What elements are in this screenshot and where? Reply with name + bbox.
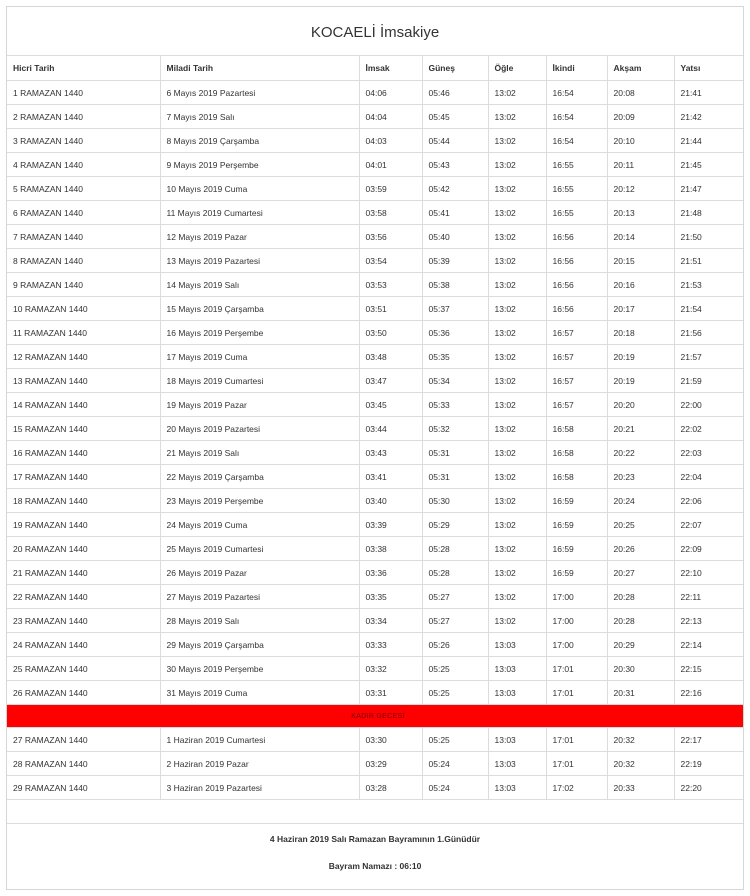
- cell-aksam: 20:27: [607, 561, 674, 585]
- cell-yatsi: 21:47: [674, 177, 743, 201]
- cell-gunes: 05:37: [422, 297, 488, 321]
- table-row: [7, 633, 743, 657]
- cell-gunes: 05:26: [422, 633, 488, 657]
- cell-ogle: 13:02: [488, 417, 546, 441]
- cell-miladi: 3 Haziran 2019 Pazartesi: [160, 776, 359, 800]
- cell-yatsi: 22:19: [674, 752, 743, 776]
- cell-miladi: 30 Mayıs 2019 Perşembe: [160, 657, 359, 681]
- cell-hicri: 20 RAMAZAN 1440: [7, 537, 160, 561]
- cell-gunes: 05:36: [422, 321, 488, 345]
- cell-hicri: 14 RAMAZAN 1440: [7, 393, 160, 417]
- imsakiye-table: [7, 56, 743, 800]
- cell-miladi: 15 Mayıs 2019 Çarşamba: [160, 297, 359, 321]
- table-row: [7, 752, 743, 776]
- cell-ikindi: 16:56: [546, 273, 607, 297]
- cell-gunes: 05:28: [422, 561, 488, 585]
- cell-imsak: 03:32: [359, 657, 422, 681]
- cell-ikindi: 17:01: [546, 752, 607, 776]
- cell-miladi: 9 Mayıs 2019 Perşembe: [160, 153, 359, 177]
- table-row: [7, 585, 743, 609]
- cell-gunes: 05:42: [422, 177, 488, 201]
- column-header-ikindi: İkindi: [546, 56, 607, 81]
- cell-miladi: 31 Mayıs 2019 Cuma: [160, 681, 359, 705]
- cell-ogle: 13:02: [488, 177, 546, 201]
- table-row: [7, 513, 743, 537]
- cell-hicri: 26 RAMAZAN 1440: [7, 681, 160, 705]
- cell-gunes: 05:39: [422, 249, 488, 273]
- cell-ikindi: 16:57: [546, 345, 607, 369]
- cell-imsak: 03:36: [359, 561, 422, 585]
- cell-ikindi: 16:57: [546, 321, 607, 345]
- cell-hicri: 1 RAMAZAN 1440: [7, 81, 160, 105]
- cell-imsak: 03:31: [359, 681, 422, 705]
- cell-aksam: 20:16: [607, 273, 674, 297]
- column-header-aksam: Akşam: [607, 56, 674, 81]
- cell-yatsi: 21:48: [674, 201, 743, 225]
- cell-aksam: 20:17: [607, 297, 674, 321]
- cell-yatsi: 21:45: [674, 153, 743, 177]
- cell-hicri: 18 RAMAZAN 1440: [7, 489, 160, 513]
- cell-hicri: 6 RAMAZAN 1440: [7, 201, 160, 225]
- cell-ikindi: 17:00: [546, 585, 607, 609]
- cell-hicri: 15 RAMAZAN 1440: [7, 417, 160, 441]
- cell-gunes: 05:25: [422, 681, 488, 705]
- cell-yatsi: 21:54: [674, 297, 743, 321]
- cell-yatsi: 21:41: [674, 81, 743, 105]
- cell-yatsi: 21:51: [674, 249, 743, 273]
- cell-hicri: 17 RAMAZAN 1440: [7, 465, 160, 489]
- page-title: KOCAELİ İmsakiye: [7, 7, 743, 56]
- cell-aksam: 20:09: [607, 105, 674, 129]
- cell-imsak: 03:33: [359, 633, 422, 657]
- cell-gunes: 05:46: [422, 81, 488, 105]
- cell-hicri: 9 RAMAZAN 1440: [7, 273, 160, 297]
- cell-miladi: 25 Mayıs 2019 Cumartesi: [160, 537, 359, 561]
- cell-miladi: 17 Mayıs 2019 Cuma: [160, 345, 359, 369]
- cell-imsak: 03:48: [359, 345, 422, 369]
- table-row: [7, 657, 743, 681]
- cell-gunes: 05:38: [422, 273, 488, 297]
- cell-miladi: 20 Mayıs 2019 Pazartesi: [160, 417, 359, 441]
- cell-imsak: 03:41: [359, 465, 422, 489]
- cell-ikindi: 17:01: [546, 728, 607, 752]
- table-row: [7, 249, 743, 273]
- cell-aksam: 20:21: [607, 417, 674, 441]
- cell-aksam: 20:10: [607, 129, 674, 153]
- table-row: [7, 129, 743, 153]
- cell-miladi: 2 Haziran 2019 Pazar: [160, 752, 359, 776]
- cell-imsak: 03:28: [359, 776, 422, 800]
- cell-hicri: 8 RAMAZAN 1440: [7, 249, 160, 273]
- cell-yatsi: 22:15: [674, 657, 743, 681]
- cell-ikindi: 16:57: [546, 369, 607, 393]
- cell-yatsi: 21:42: [674, 105, 743, 129]
- column-header-gunes: Güneş: [422, 56, 488, 81]
- cell-yatsi: 22:11: [674, 585, 743, 609]
- cell-aksam: 20:15: [607, 249, 674, 273]
- cell-ogle: 13:02: [488, 561, 546, 585]
- cell-imsak: 03:54: [359, 249, 422, 273]
- cell-aksam: 20:32: [607, 728, 674, 752]
- cell-ogle: 13:02: [488, 393, 546, 417]
- cell-yatsi: 21:59: [674, 369, 743, 393]
- cell-yatsi: 22:14: [674, 633, 743, 657]
- table-row: [7, 321, 743, 345]
- cell-aksam: 20:25: [607, 513, 674, 537]
- cell-miladi: 10 Mayıs 2019 Cuma: [160, 177, 359, 201]
- cell-hicri: 16 RAMAZAN 1440: [7, 441, 160, 465]
- cell-imsak: 03:53: [359, 273, 422, 297]
- cell-ikindi: 16:58: [546, 417, 607, 441]
- table-row: [7, 297, 743, 321]
- cell-aksam: 20:08: [607, 81, 674, 105]
- cell-ikindi: 16:54: [546, 129, 607, 153]
- cell-yatsi: 22:07: [674, 513, 743, 537]
- cell-yatsi: 22:06: [674, 489, 743, 513]
- cell-hicri: 27 RAMAZAN 1440: [7, 728, 160, 752]
- cell-imsak: 03:56: [359, 225, 422, 249]
- cell-miladi: 11 Mayıs 2019 Cumartesi: [160, 201, 359, 225]
- cell-ikindi: 16:59: [546, 561, 607, 585]
- cell-ikindi: 16:58: [546, 441, 607, 465]
- cell-gunes: 05:34: [422, 369, 488, 393]
- cell-hicri: 7 RAMAZAN 1440: [7, 225, 160, 249]
- cell-gunes: 05:27: [422, 609, 488, 633]
- table-row: [7, 225, 743, 249]
- bayram-date-text: 4 Haziran 2019 Salı Ramazan Bayramının 1.Günüdür: [269, 834, 481, 844]
- cell-ikindi: 16:58: [546, 465, 607, 489]
- cell-ikindi: 16:59: [546, 537, 607, 561]
- cell-ikindi: 16:54: [546, 81, 607, 105]
- cell-aksam: 20:19: [607, 369, 674, 393]
- kadir-gecesi-row: [7, 705, 743, 728]
- cell-gunes: 05:30: [422, 489, 488, 513]
- cell-yatsi: 22:13: [674, 609, 743, 633]
- cell-hicri: 2 RAMAZAN 1440: [7, 105, 160, 129]
- column-header-yatsi: Yatsı: [674, 56, 743, 81]
- cell-hicri: 10 RAMAZAN 1440: [7, 297, 160, 321]
- cell-ikindi: 16:59: [546, 513, 607, 537]
- cell-ogle: 13:02: [488, 105, 546, 129]
- table-row: [7, 105, 743, 129]
- table-row: [7, 441, 743, 465]
- table-row: [7, 273, 743, 297]
- cell-hicri: 4 RAMAZAN 1440: [7, 153, 160, 177]
- imsakiye-panel: [6, 6, 744, 890]
- cell-hicri: 29 RAMAZAN 1440: [7, 776, 160, 800]
- cell-miladi: 26 Mayıs 2019 Pazar: [160, 561, 359, 585]
- cell-ogle: 13:02: [488, 321, 546, 345]
- cell-ikindi: 17:01: [546, 657, 607, 681]
- cell-imsak: 03:39: [359, 513, 422, 537]
- cell-aksam: 20:20: [607, 393, 674, 417]
- cell-yatsi: 21:56: [674, 321, 743, 345]
- cell-aksam: 20:22: [607, 441, 674, 465]
- cell-imsak: 03:35: [359, 585, 422, 609]
- cell-ikindi: 16:59: [546, 489, 607, 513]
- cell-yatsi: 22:09: [674, 537, 743, 561]
- cell-miladi: 24 Mayıs 2019 Cuma: [160, 513, 359, 537]
- cell-ogle: 13:02: [488, 489, 546, 513]
- column-header-imsak: İmsak: [359, 56, 422, 81]
- cell-miladi: 7 Mayıs 2019 Salı: [160, 105, 359, 129]
- cell-miladi: 13 Mayıs 2019 Pazartesi: [160, 249, 359, 273]
- table-row: [7, 537, 743, 561]
- cell-gunes: 05:35: [422, 345, 488, 369]
- kadir-gecesi-label: KADIR GECESİ: [7, 705, 743, 728]
- cell-imsak: 04:03: [359, 129, 422, 153]
- cell-aksam: 20:18: [607, 321, 674, 345]
- cell-ogle: 13:02: [488, 441, 546, 465]
- table-row: [7, 81, 743, 105]
- cell-hicri: 23 RAMAZAN 1440: [7, 609, 160, 633]
- cell-imsak: 03:58: [359, 201, 422, 225]
- cell-imsak: 04:04: [359, 105, 422, 129]
- cell-aksam: 20:30: [607, 657, 674, 681]
- table-row: [7, 417, 743, 441]
- cell-ogle: 13:03: [488, 681, 546, 705]
- cell-gunes: 05:40: [422, 225, 488, 249]
- cell-aksam: 20:26: [607, 537, 674, 561]
- cell-ikindi: 16:55: [546, 153, 607, 177]
- cell-gunes: 05:44: [422, 129, 488, 153]
- cell-ogle: 13:02: [488, 81, 546, 105]
- cell-gunes: 05:24: [422, 752, 488, 776]
- cell-imsak: 03:44: [359, 417, 422, 441]
- cell-hicri: 5 RAMAZAN 1440: [7, 177, 160, 201]
- table-row: [7, 561, 743, 585]
- cell-yatsi: 22:17: [674, 728, 743, 752]
- cell-yatsi: 22:03: [674, 441, 743, 465]
- cell-ogle: 13:02: [488, 153, 546, 177]
- table-header-row: [7, 56, 743, 81]
- cell-ikindi: 17:00: [546, 609, 607, 633]
- cell-hicri: 24 RAMAZAN 1440: [7, 633, 160, 657]
- cell-imsak: 03:40: [359, 489, 422, 513]
- cell-hicri: 3 RAMAZAN 1440: [7, 129, 160, 153]
- cell-ikindi: 16:54: [546, 105, 607, 129]
- cell-imsak: 03:30: [359, 728, 422, 752]
- cell-ogle: 13:02: [488, 201, 546, 225]
- cell-imsak: 03:43: [359, 441, 422, 465]
- cell-aksam: 20:19: [607, 345, 674, 369]
- cell-imsak: 03:38: [359, 537, 422, 561]
- cell-hicri: 13 RAMAZAN 1440: [7, 369, 160, 393]
- cell-miladi: 16 Mayıs 2019 Perşembe: [160, 321, 359, 345]
- cell-ikindi: 17:01: [546, 681, 607, 705]
- cell-miladi: 29 Mayıs 2019 Çarşamba: [160, 633, 359, 657]
- cell-gunes: 05:33: [422, 393, 488, 417]
- cell-aksam: 20:32: [607, 752, 674, 776]
- cell-yatsi: 22:04: [674, 465, 743, 489]
- table-row: [7, 465, 743, 489]
- cell-aksam: 20:28: [607, 585, 674, 609]
- cell-miladi: 22 Mayıs 2019 Çarşamba: [160, 465, 359, 489]
- table-row: [7, 177, 743, 201]
- cell-hicri: 25 RAMAZAN 1440: [7, 657, 160, 681]
- cell-ogle: 13:02: [488, 609, 546, 633]
- table-row: [7, 153, 743, 177]
- cell-aksam: 20:29: [607, 633, 674, 657]
- cell-ogle: 13:03: [488, 752, 546, 776]
- cell-imsak: 03:34: [359, 609, 422, 633]
- column-header-ogle: Öğle: [488, 56, 546, 81]
- cell-ogle: 13:02: [488, 513, 546, 537]
- cell-miladi: 28 Mayıs 2019 Salı: [160, 609, 359, 633]
- cell-ikindi: 16:55: [546, 177, 607, 201]
- table-row: [7, 489, 743, 513]
- cell-hicri: 28 RAMAZAN 1440: [7, 752, 160, 776]
- cell-imsak: 04:06: [359, 81, 422, 105]
- cell-gunes: 05:24: [422, 776, 488, 800]
- cell-aksam: 20:12: [607, 177, 674, 201]
- table-row: [7, 201, 743, 225]
- cell-imsak: 03:59: [359, 177, 422, 201]
- cell-yatsi: 22:02: [674, 417, 743, 441]
- cell-ogle: 13:03: [488, 633, 546, 657]
- table-row: [7, 345, 743, 369]
- table-row: [7, 369, 743, 393]
- cell-yatsi: 21:53: [674, 273, 743, 297]
- cell-ikindi: 16:56: [546, 249, 607, 273]
- cell-imsak: 03:45: [359, 393, 422, 417]
- cell-ogle: 13:02: [488, 369, 546, 393]
- cell-gunes: 05:27: [422, 585, 488, 609]
- column-header-hicri: Hicri Tarih: [7, 56, 160, 81]
- cell-ogle: 13:02: [488, 273, 546, 297]
- cell-gunes: 05:32: [422, 417, 488, 441]
- cell-miladi: 6 Mayıs 2019 Pazartesi: [160, 81, 359, 105]
- cell-imsak: 03:51: [359, 297, 422, 321]
- cell-gunes: 05:41: [422, 201, 488, 225]
- cell-imsak: 03:47: [359, 369, 422, 393]
- cell-yatsi: 21:57: [674, 345, 743, 369]
- cell-hicri: 19 RAMAZAN 1440: [7, 513, 160, 537]
- cell-aksam: 20:11: [607, 153, 674, 177]
- cell-ogle: 13:03: [488, 728, 546, 752]
- cell-ikindi: 16:57: [546, 393, 607, 417]
- cell-gunes: 05:25: [422, 657, 488, 681]
- cell-ogle: 13:03: [488, 776, 546, 800]
- table-row: [7, 728, 743, 752]
- cell-ogle: 13:02: [488, 129, 546, 153]
- cell-aksam: 20:33: [607, 776, 674, 800]
- cell-aksam: 20:14: [607, 225, 674, 249]
- cell-hicri: 21 RAMAZAN 1440: [7, 561, 160, 585]
- cell-aksam: 20:28: [607, 609, 674, 633]
- cell-miladi: 8 Mayıs 2019 Çarşamba: [160, 129, 359, 153]
- cell-ogle: 13:02: [488, 345, 546, 369]
- cell-yatsi: 22:10: [674, 561, 743, 585]
- cell-imsak: 03:50: [359, 321, 422, 345]
- table-row: [7, 776, 743, 800]
- cell-miladi: 21 Mayıs 2019 Salı: [160, 441, 359, 465]
- cell-hicri: 11 RAMAZAN 1440: [7, 321, 160, 345]
- bayram-info: [7, 823, 743, 890]
- cell-ogle: 13:02: [488, 465, 546, 489]
- cell-ogle: 13:02: [488, 585, 546, 609]
- cell-ikindi: 17:02: [546, 776, 607, 800]
- table-row: [7, 681, 743, 705]
- cell-ogle: 13:02: [488, 249, 546, 273]
- cell-hicri: 22 RAMAZAN 1440: [7, 585, 160, 609]
- cell-ikindi: 16:56: [546, 225, 607, 249]
- cell-gunes: 05:31: [422, 465, 488, 489]
- cell-hicri: 12 RAMAZAN 1440: [7, 345, 160, 369]
- cell-ogle: 13:02: [488, 225, 546, 249]
- table-row: [7, 393, 743, 417]
- cell-yatsi: 22:16: [674, 681, 743, 705]
- cell-aksam: 20:23: [607, 465, 674, 489]
- cell-yatsi: 21:44: [674, 129, 743, 153]
- cell-aksam: 20:13: [607, 201, 674, 225]
- bayram-namazi-text: Bayram Namazı : 06:10: [328, 861, 422, 871]
- cell-gunes: 05:29: [422, 513, 488, 537]
- cell-miladi: 23 Mayıs 2019 Perşembe: [160, 489, 359, 513]
- cell-gunes: 05:45: [422, 105, 488, 129]
- cell-miladi: 14 Mayıs 2019 Salı: [160, 273, 359, 297]
- cell-miladi: 1 Haziran 2019 Cumartesi: [160, 728, 359, 752]
- cell-aksam: 20:24: [607, 489, 674, 513]
- cell-gunes: 05:28: [422, 537, 488, 561]
- cell-imsak: 04:01: [359, 153, 422, 177]
- column-header-miladi: Miladi Tarih: [160, 56, 359, 81]
- cell-ogle: 13:03: [488, 657, 546, 681]
- cell-yatsi: 21:50: [674, 225, 743, 249]
- cell-miladi: 27 Mayıs 2019 Pazartesi: [160, 585, 359, 609]
- cell-yatsi: 22:00: [674, 393, 743, 417]
- cell-gunes: 05:31: [422, 441, 488, 465]
- table-row: [7, 609, 743, 633]
- cell-aksam: 20:31: [607, 681, 674, 705]
- cell-yatsi: 22:20: [674, 776, 743, 800]
- cell-ogle: 13:02: [488, 297, 546, 321]
- cell-ogle: 13:02: [488, 537, 546, 561]
- cell-miladi: 19 Mayıs 2019 Pazar: [160, 393, 359, 417]
- cell-gunes: 05:25: [422, 728, 488, 752]
- cell-ikindi: 16:56: [546, 297, 607, 321]
- cell-miladi: 12 Mayıs 2019 Pazar: [160, 225, 359, 249]
- cell-ikindi: 17:00: [546, 633, 607, 657]
- cell-gunes: 05:43: [422, 153, 488, 177]
- cell-imsak: 03:29: [359, 752, 422, 776]
- cell-miladi: 18 Mayıs 2019 Cumartesi: [160, 369, 359, 393]
- cell-ikindi: 16:55: [546, 201, 607, 225]
